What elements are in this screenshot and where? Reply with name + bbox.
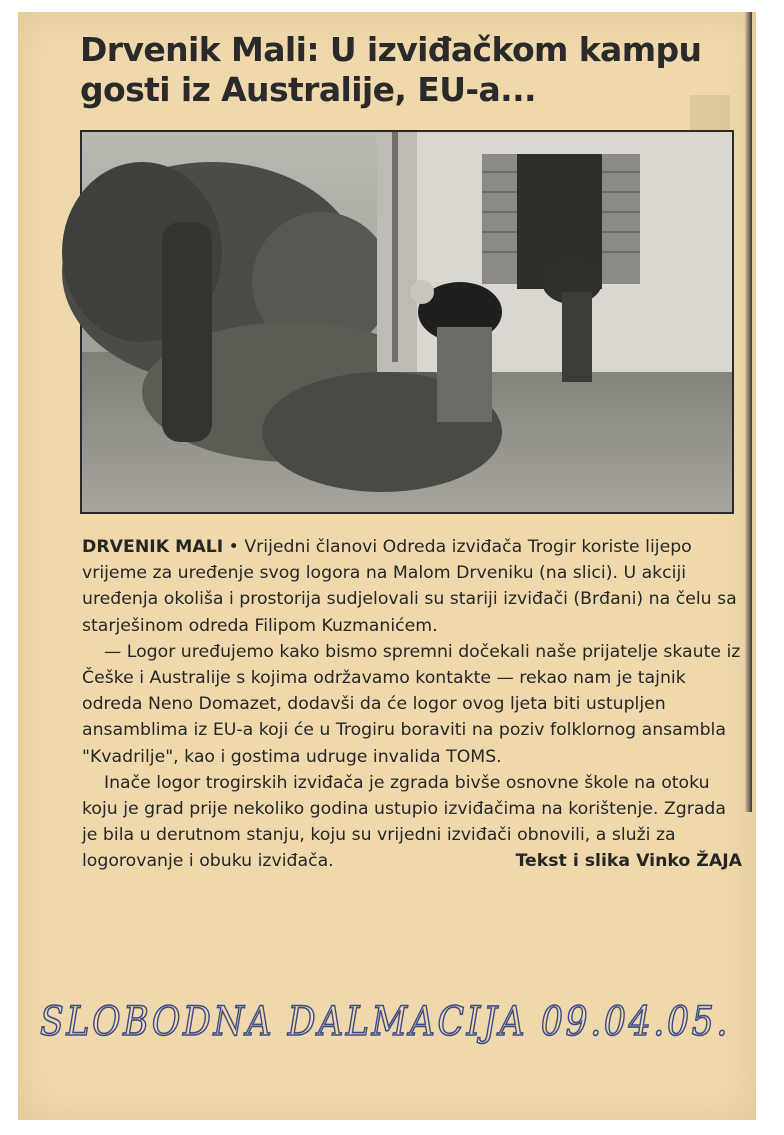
headline: Drvenik Mali: U izviđačkom kampu gosti iz Australije, EU-a... [80, 30, 702, 109]
paragraph-text: Inače logor trogirskih izviđača je zgrada bivše osnovne škole na otoku koju je grad prije nekoliko godina ustupio izviđačima na korištenje. Zgrada je bila u derutnom stanju, koju su vrijedni izviđači obnovili, a služi za logorovanje i obuku izviđača. [82, 772, 726, 872]
paragraph-text: Vrijedni članovi Odreda izviđača Trogir koriste lijepo vrijeme za uređenje svog logora na Malom Drveniku (na slici). U akciji uređenja okoliša i prostorija sudjelovali su stariji izviđači (Brđani) na čelu sa starješinom odreda Filipom Kuzmanićem. [82, 537, 737, 636]
paragraph-3 [82, 770, 742, 875]
article-photo [80, 130, 734, 514]
paragraph-2: — Logor uređujemo kako bismo spremni dočekali naše prijatelje skaute iz Češke i Australije s kojima održavamo kontakte — rekao nam je tajnik odreda Neno Domazet, dodavši da će logor ovog ljeta biti ustupljen ansamblima iz EU-a koji će u Trogiru boraviti na poziv folklornog ansambla "Kvadrilje", kao i gostima udruge invalida TOMS. [82, 641, 741, 767]
photo-credit: Tekst i slika Vinko ŽAJA [515, 851, 742, 872]
article-body [82, 534, 742, 875]
dateline: DRVENIK MALI [82, 537, 224, 557]
paragraph-1 [82, 534, 742, 639]
handwritten-text: SLOBODNA DALMACIJA 09.04.05. [40, 999, 730, 1045]
dateline-bullet: • [228, 537, 239, 557]
scan-edge-shadow [745, 12, 752, 812]
handwritten-source-note [30, 980, 750, 1070]
